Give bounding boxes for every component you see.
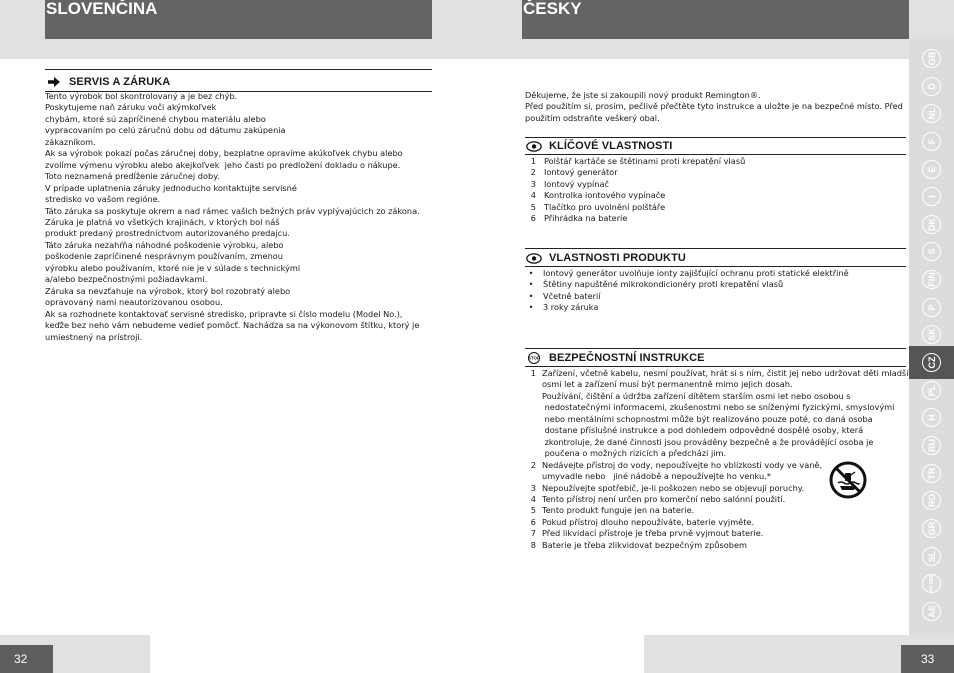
safety-heading (525, 352, 705, 364)
warranty-line: Záruka sa nevzťahuje na výrobok, ktorý bol rozobratý alebo (45, 285, 291, 296)
feature-item (522, 179, 745, 190)
product-item (526, 279, 849, 290)
safety-line (522, 517, 908, 528)
warranty-line: Tento výrobok bol skontrolovaný a je bez chýb. (45, 91, 238, 101)
safety-number: 8 (530, 539, 536, 550)
warranty-line: vypracovaním po celú záručnú dobu od dátumu zakúpenia (45, 125, 286, 136)
warranty-line: opravovaný nami neautorizovanou osobou. (45, 297, 223, 308)
section-heading-label: SERVIS A ZÁRUKA (69, 76, 171, 88)
warranty-line: Ak sa výrobok pokazí počas záručnej doby, bezplatne opravíme akúkoľvek chybu alebo (45, 148, 403, 159)
right-page-title: ČESKY (522, 0, 909, 39)
warranty-line: produkt predaný prostredníctvom autorizovaného predajcu. (45, 228, 290, 239)
warranty-line: keďže bez neho vám nebudeme vedieť pomôcť. Nachádza sa na výkonovom štítku, ktorý je (45, 320, 420, 331)
language-tab-ru[interactable]: RU (922, 436, 941, 455)
safety-number (522, 448, 542, 459)
features-heading-label: KLÍČOVÉ VLASTNOSTI (549, 140, 673, 152)
safety-text: Tento produkt funguje jen na baterie. (542, 505, 695, 516)
stop-icon (525, 352, 543, 364)
section-rule-top (45, 69, 432, 70)
warranty-line: chybám, ktoré sú zapríčinené chybou materiálu alebo (45, 113, 266, 124)
safety-number: 3 (530, 482, 536, 493)
feature-text: Kontrolka iontového vypínače (544, 190, 666, 201)
safety-number: 7 (530, 528, 536, 539)
safety-number (522, 402, 542, 413)
product-list (526, 268, 849, 314)
product-text: Iontový generátor uvolňuje ionty zajišťující ochranu proti statické elektřině (543, 268, 849, 278)
safety-text: Nepoužívejte spotřebič, je-li poškozen nebo se objevují poruchy. (542, 482, 805, 493)
product-rule-top (525, 248, 906, 249)
feature-item (522, 156, 745, 167)
language-tab-pl[interactable]: PL (922, 381, 941, 400)
feature-text: Tlačítko pro uvolnění polštáře (544, 201, 666, 212)
safety-number (522, 414, 542, 425)
product-heading (525, 252, 686, 264)
language-tab-cz[interactable]: CZ (922, 353, 941, 372)
product-text: 3 roky záruka (543, 302, 599, 313)
warranty-line: poškodenie zapríčinené nesprávnym používaním, zmenou (45, 251, 283, 262)
safety-line (522, 505, 908, 516)
safety-text: osmi let a zařízení musí být permanentně mimo jejich dosah. (542, 379, 793, 390)
safety-list (522, 368, 908, 551)
safety-number (522, 391, 542, 402)
no-water-warning-icon (829, 461, 867, 499)
feature-item (522, 190, 745, 201)
feature-item (522, 167, 745, 178)
safety-line (522, 448, 908, 459)
safety-number (522, 437, 542, 448)
language-tab-f[interactable]: F (922, 132, 941, 151)
safety-text: nedostatečnými informacemi, zkušenostmi nebo se sníženými fyzickými, smyslovými (542, 402, 895, 413)
product-item (526, 302, 849, 313)
warranty-line: Záruka je platná vo všetkých krajinách, v ktorých bol náš (45, 216, 280, 227)
eye-icon (525, 252, 543, 264)
safety-line (522, 368, 908, 379)
language-tab-s[interactable]: S (922, 242, 941, 261)
page-number-right: 33 (901, 645, 954, 673)
product-text: Včetně baterií (543, 290, 601, 301)
language-tab-gb[interactable]: GB (922, 49, 941, 68)
safety-line (522, 528, 908, 539)
intro-line: Děkujeme, že jste si zakoupili nový produkt Remington®. (525, 90, 761, 100)
warranty-line: Táto záruka nezahŕňa náhodné poškodenie výrobku, alebo (45, 239, 284, 250)
warranty-line: Táto záruka sa poskytuje okrem a nad rámec vašich bežných práv vyplývajúcich zo zákona. (45, 205, 420, 216)
warranty-line: zvolíme výmenu výrobku alebo akejkoľvek jeho časti po predložení dokladu o nákupe. (45, 159, 401, 170)
language-tabs (921, 49, 941, 621)
safety-number: 2 (530, 459, 536, 470)
language-tab-hr-srb[interactable]: HR SRB (922, 574, 941, 593)
safety-text: Nedávejte přístroj do vody, nepoužívejte ho vblízkosti vody ve vaně, (542, 459, 823, 470)
warranty-line: Poskytujeme naň záruku voči akýmkoľvek (45, 102, 217, 113)
language-tab-ae[interactable]: AE (922, 602, 941, 621)
safety-number: 1 (530, 368, 536, 378)
safety-text: dostane příslušné instrukce a pod dohledem odpovědné dospělé osoby, která (542, 425, 864, 436)
feature-number: 1 (530, 156, 536, 166)
features-rule-top (525, 137, 906, 138)
safety-number: 4 (530, 493, 536, 504)
safety-text: nebo mentálními schopnostmi může být realizováno pouze poté, co daná osoba (542, 413, 873, 424)
eye-icon (525, 140, 543, 152)
feature-text: Iontový vypínač (544, 178, 609, 189)
feature-text: Iontový generátor (544, 167, 618, 178)
safety-line (522, 540, 908, 551)
warranty-line: stredisko vo vašom regióne. (45, 194, 161, 205)
intro-text (525, 90, 903, 124)
product-text: Štětiny napuštěné mikrokondicionéry proti krepatění vlasů (543, 279, 784, 290)
warranty-line: výrobku alebo používaním, ktoré nie je v súlade s technickými (45, 262, 301, 273)
safety-number (522, 425, 542, 436)
warranty-line: Toto neznamená predĺženie záručnej doby. (45, 171, 220, 182)
language-tab-nl[interactable]: NL (922, 104, 941, 123)
features-rule-bottom (525, 154, 906, 155)
product-rule-bottom (525, 266, 906, 267)
bullet-icon: • (528, 268, 534, 278)
intro-line: Před použitím si, prosím, pečlivě přečtěte tyto instrukce a uložte je na bezpečné místo. Před (525, 101, 903, 112)
product-item (526, 291, 849, 302)
language-tab-tr[interactable]: TR (922, 464, 941, 483)
warranty-line: V prípade uplatnenia záruky jednoducho kontaktujte servisné (45, 182, 297, 193)
feature-number: 4 (530, 190, 536, 201)
language-tab-gr[interactable]: GR (922, 519, 941, 538)
language-tab-p[interactable]: P (922, 298, 941, 317)
feature-item (522, 202, 745, 213)
feature-text: Polštář kartáče se štětinami proti krepatění vlasů (544, 156, 746, 166)
safety-text: Baterie je třeba zlikvidovat bezpečným způsobem (542, 539, 747, 550)
safety-text: zkontroluje, že dané činnosti jsou prováděny bezpečně a že provádějící osoba je (542, 436, 874, 447)
safety-text: Před likvidací přístroje je třeba prvně vyjmout baterie. (542, 528, 764, 539)
language-tab-sl[interactable]: SL (922, 547, 941, 566)
warranty-line: umiestnený na prístroji. (45, 331, 143, 342)
safety-text: Pokud přístroj dlouho nepoužíváte, baterie vyjměte. (542, 516, 755, 527)
language-tab-i[interactable]: I (922, 187, 941, 206)
language-tab-ro[interactable]: RO (922, 491, 941, 510)
warranty-line: zákazníkom. (45, 136, 96, 147)
svg-text:STOP: STOP (528, 355, 540, 361)
language-tab-h[interactable]: H (922, 408, 941, 427)
safety-number: 5 (530, 505, 536, 516)
feature-number: 6 (530, 213, 536, 224)
arrow-right-icon (45, 76, 63, 88)
safety-line (522, 379, 908, 390)
safety-line (522, 414, 908, 425)
page-number-left: 32 (0, 645, 53, 673)
intro-line: použitím odstraňte veškerý obal. (525, 112, 660, 123)
safety-number: 6 (530, 516, 536, 527)
safety-number (522, 471, 542, 482)
safety-rule-bottom (525, 366, 906, 367)
bullet-icon: • (528, 302, 534, 313)
safety-rule-top (525, 348, 906, 349)
feature-number: 5 (530, 201, 536, 212)
safety-text: Tento přístroj není určen pro komerční nebo salónní použití. (542, 493, 786, 504)
safety-text: Zařízení, včetně kabelu, nesmí používat, hrát si s ním, čistit jej nebo udržovat děti mladší (542, 368, 909, 378)
safety-text: poučena o možných rizicích a předcházi jim. (542, 448, 727, 459)
feature-number: 2 (530, 167, 536, 178)
features-heading (525, 140, 672, 152)
language-tab-fin[interactable]: FIN (922, 270, 941, 289)
language-tab-sk[interactable]: SK (922, 325, 941, 344)
warranty-line: a/alebo bezpečnostnými požiadavkami. (45, 274, 208, 285)
safety-line (522, 391, 908, 402)
safety-text: Používání, čištění a údržba zařízení dítětem starším osmi let nebo osobou s (542, 390, 851, 401)
safety-line (522, 437, 908, 448)
safety-number (522, 379, 542, 390)
product-heading-label: VLASTNOSTI PRODUKTU (549, 252, 686, 264)
safety-heading-label: BEZPEČNOSTNÍ INSTRUKCE (549, 352, 705, 364)
warranty-line: Ak sa rozhodnete kontaktovať servisné stredisko, pripravte si číslo modelu (Model No.), (45, 308, 403, 319)
safety-text: umyvadle nebo jiné nádobě a nepoužívejte ho venku.* (542, 471, 771, 482)
section-heading-servis (45, 76, 170, 88)
safety-line (522, 425, 908, 436)
left-page-title: SLOVENČINA (45, 0, 432, 39)
bullet-icon: • (528, 290, 534, 301)
features-list (522, 156, 745, 225)
language-tab-d[interactable]: D (922, 77, 941, 96)
safety-line (522, 402, 908, 413)
bullet-icon: • (528, 279, 534, 290)
feature-item (522, 213, 745, 224)
product-item (526, 268, 849, 279)
warranty-text (45, 91, 420, 343)
feature-text: Přihrádka na baterie (544, 213, 628, 224)
feature-number: 3 (530, 178, 536, 189)
language-tab-dk[interactable]: DK (922, 215, 941, 234)
language-tab-e[interactable]: E (922, 160, 941, 179)
